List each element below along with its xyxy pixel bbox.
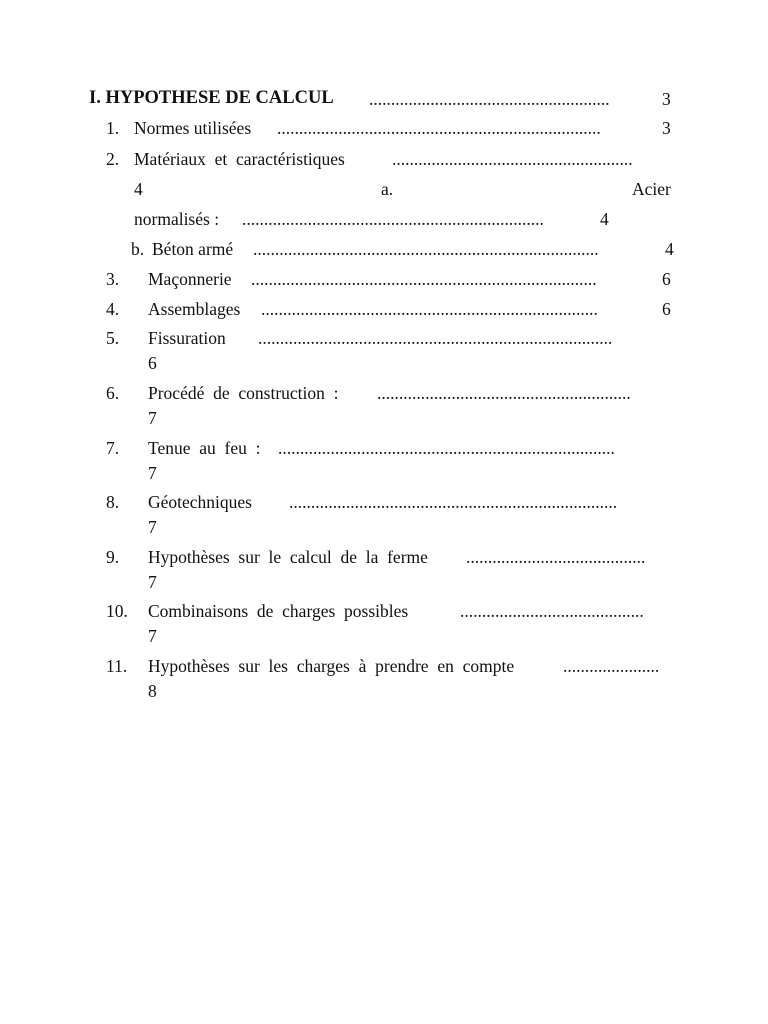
toc-item-tenue-feu[interactable]: Tenue au feu :	[148, 438, 261, 458]
toc-item-normes[interactable]: Normes utilisées	[134, 118, 252, 138]
toc-section-title[interactable]	[89, 87, 334, 109]
toc-item-number: 1.	[106, 118, 120, 138]
toc-item-number: 8.	[106, 492, 120, 512]
toc-subitem-letter: b.	[131, 239, 145, 259]
toc-subitem-acier-cont[interactable]: normalisés :	[134, 209, 220, 229]
toc-item-leader: .....................................................................	[242, 209, 544, 229]
toc-item-number: 11.	[106, 656, 128, 676]
toc-item-page: 8	[148, 681, 157, 701]
toc-section-page: 3	[662, 89, 671, 109]
toc-item-leader: ..........................................................................	[277, 118, 601, 138]
toc-item-leader: .................................................................................	[258, 328, 613, 348]
toc-item-page: 7	[148, 408, 157, 428]
toc-item-assemblages[interactable]: Assemblages	[148, 299, 241, 319]
toc-item-leader: ...........................................................................	[289, 492, 618, 512]
toc-item-page: 7	[148, 572, 157, 592]
toc-item-page: 3	[662, 118, 671, 138]
toc-item-number: 6.	[106, 383, 120, 403]
toc-item-leader: .............................................................................	[278, 438, 615, 458]
toc-section-leader: .......................................................	[369, 89, 610, 109]
toc-item-hypotheses-charges[interactable]: Hypothèses sur les charges à prendre en compte	[148, 656, 515, 676]
toc-item-page: 7	[148, 463, 157, 483]
toc-item-maconnerie[interactable]: Maçonnerie	[148, 269, 232, 289]
toc-item-leader: .........................................	[466, 547, 646, 567]
toc-item-page: 7	[148, 626, 157, 646]
toc-item-page: 4	[665, 239, 674, 259]
toc-item-page: 4	[600, 209, 609, 229]
toc-item-number: 4.	[106, 299, 120, 319]
toc-item-leader: ......................	[563, 656, 660, 676]
toc-item-leader: ...............................................................................	[253, 239, 599, 259]
toc-item-page: 6	[662, 299, 671, 319]
toc-item-page: 4	[134, 179, 143, 199]
toc-item-leader: ..........................................	[460, 601, 644, 621]
toc-item-number: 9.	[106, 547, 120, 567]
section-title-text: I. HYPOTHESE DE CALCUL	[89, 88, 334, 108]
toc-item-geotechniques[interactable]: Géotechniques	[148, 492, 252, 512]
toc-item-materiaux[interactable]: Matériaux et caractéristiques	[134, 149, 345, 169]
toc-subitem-acier[interactable]: Acier	[632, 179, 671, 199]
toc-item-leader: ..........................................................	[377, 383, 631, 403]
toc-item-number: 3.	[106, 269, 120, 289]
toc-item-combinaisons[interactable]: Combinaisons de charges possibles	[148, 601, 409, 621]
toc-item-page: 6	[662, 269, 671, 289]
toc-item-hypotheses-ferme[interactable]: Hypothèses sur le calcul de la ferme	[148, 547, 428, 567]
toc-item-page: 6	[148, 353, 157, 373]
toc-item-leader: ...............................................................................	[251, 269, 597, 289]
toc-subitem-letter: a.	[381, 179, 394, 199]
toc-item-page: 7	[148, 517, 157, 537]
toc-item-fissuration[interactable]: Fissuration	[148, 328, 226, 348]
toc-item-number: 7.	[106, 438, 120, 458]
toc-item-leader: .......................................................	[392, 149, 633, 169]
toc-item-procede[interactable]: Procédé de construction :	[148, 383, 339, 403]
toc-subitem-beton[interactable]: Béton armé	[152, 239, 234, 259]
toc-item-number: 5.	[106, 328, 120, 348]
toc-item-leader: .............................................................................	[261, 299, 598, 319]
toc-item-number: 10.	[106, 601, 128, 621]
toc-item-number: 2.	[106, 149, 120, 169]
